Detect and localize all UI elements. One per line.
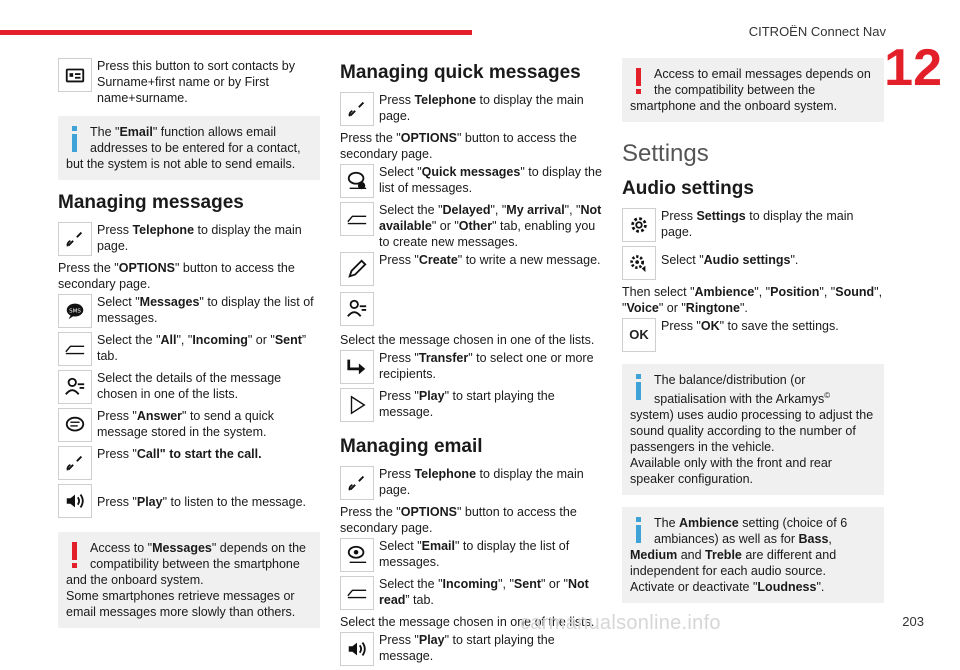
audio-settings-heading: Audio settings xyxy=(622,178,754,199)
quick-step-7: Press "Play" to start playing the message. xyxy=(340,388,602,426)
audio-settings-icon xyxy=(622,246,656,280)
sort-contacts-icon xyxy=(58,58,92,92)
call-icon xyxy=(58,446,92,480)
messages-step-1: Press Telephone to display the main page. xyxy=(58,222,320,258)
quick-step-4: Press "Create" to write a new message. xyxy=(340,252,602,290)
gear-icon xyxy=(622,208,656,242)
settings-step-2: Select "Audio settings". xyxy=(622,246,884,282)
sort-contacts-text: Press this button to sort contacts by Surname+first name or by First name+surname. xyxy=(97,59,296,105)
telephone-icon xyxy=(58,222,92,256)
settings-heading: Settings xyxy=(622,140,709,167)
ambience-info-note: The Ambience setting (choice of 6 ambiances) as well as for Bass, Medium and Treble are different and independent for each audio source. Activate or deactivate "Loudness". xyxy=(622,507,884,603)
contact-details-icon xyxy=(58,370,92,404)
messages-options-text: Press the "OPTIONS" button to access the secondary page. xyxy=(58,261,295,291)
email-step-2: Select "Email" to display the list of messages. xyxy=(340,538,602,574)
pencil-icon xyxy=(340,252,374,286)
messages-step-4: Select the details of the message chosen in one of the lists. xyxy=(58,370,320,406)
email-step-1: Press Telephone to display the main page. xyxy=(340,466,602,502)
column-2 xyxy=(340,58,602,670)
answer-message-icon xyxy=(58,408,92,442)
speaker-icon xyxy=(340,632,374,666)
telephone-icon xyxy=(340,92,374,126)
column-1 xyxy=(58,58,320,640)
play-icon xyxy=(340,388,374,422)
header-title: CITROËN Connect Nav xyxy=(748,24,886,39)
managing-messages-heading: Managing messages xyxy=(58,192,244,213)
email-info-note: The "Email" function allows email addresses to be entered for a contact, but the system is not able to send emails. xyxy=(58,116,320,180)
header-accent-bar xyxy=(0,30,472,35)
email-step-3: Select the "Incoming", "Sent" or "Not read” tab. xyxy=(340,576,602,612)
watermark: carmanualsonline.info xyxy=(520,612,721,634)
info-icon xyxy=(66,124,84,156)
transfer-arrow-icon xyxy=(340,350,374,384)
contact-details-icon xyxy=(340,292,374,326)
email-icon xyxy=(340,538,374,572)
svg-text:SMS: SMS xyxy=(69,308,81,315)
page-number: 203 xyxy=(902,614,924,629)
quick-messages-icon xyxy=(340,164,374,198)
quick-step-2: Select "Quick messages" to display the list of messages. xyxy=(340,164,602,200)
settings-step-1: Press Settings to display the main page. xyxy=(622,208,884,244)
column-3 xyxy=(622,58,884,615)
sort-contacts-step xyxy=(58,58,320,106)
audio-options-text: Then select "Ambience", "Position", "Sound", "Voice" or "Ringtone". xyxy=(622,285,883,315)
messages-step-6: Press "Call" to start the call. xyxy=(58,446,320,482)
messages-step-5: Press "Answer" to send a quick message stored in the system. xyxy=(58,408,320,444)
email-warning-note: Access to email messages depends on the compatibility between the smartphone and the onboard system. xyxy=(622,58,884,122)
warning-icon xyxy=(66,540,84,572)
messages-step-7: Press "Play" to listen to the message. xyxy=(58,484,320,522)
managing-quick-messages-heading: Managing quick messages xyxy=(340,62,581,83)
telephone-icon xyxy=(340,466,374,500)
messages-step-3: Select the "All", "Incoming" or "Sent” tab. xyxy=(58,332,320,368)
settings-step-3: OK Press "OK" to save the settings. xyxy=(622,318,884,354)
tab-icon xyxy=(340,202,374,236)
warning-icon xyxy=(630,66,648,98)
tab-icon xyxy=(58,332,92,366)
info-icon xyxy=(630,515,648,547)
quick-step-6: Press "Transfer" to select one or more recipients. xyxy=(340,350,602,386)
speaker-icon xyxy=(58,484,92,518)
info-icon xyxy=(630,372,648,404)
ok-button-icon: OK xyxy=(622,318,656,352)
messages-step-2: SMS Select "Messages" to display the list of messages. xyxy=(58,294,320,330)
quick-step-1: Press Telephone to display the main page. xyxy=(340,92,602,128)
quick-step-5: Select the message chosen in one of the lists. xyxy=(340,292,602,348)
quick-step-3: Select the "Delayed", "My arrival", "Not available" or "Other" tab, enabling you to create new messages. xyxy=(340,202,602,250)
balance-info-note: The balance/distribution (or spatialisation with the Arkamys© system) uses audio processing to adjust the sound quality according to the number of passengers in the vehicle. Available only with the front and rear speaker configuration. xyxy=(622,364,884,495)
tab-icon xyxy=(340,576,374,610)
quick-options-text: Press the "OPTIONS" button to access the secondary page. xyxy=(340,131,577,161)
email-options-text: Press the "OPTIONS" button to access the secondary page. xyxy=(340,505,577,535)
managing-email-heading: Managing email xyxy=(340,436,483,457)
sms-icon xyxy=(58,294,92,328)
chapter-number: 12 xyxy=(884,39,942,97)
email-step-4: Press "Play" to start playing the message. xyxy=(340,632,602,668)
email-select-text: Select the message chosen in one of the lists. xyxy=(340,615,595,629)
messages-warning-note: Access to "Messages" depends on the compatibility between the smartphone and the onboard system. Some smartphones retrieve messages or email messages more slowly than others. xyxy=(58,532,320,628)
